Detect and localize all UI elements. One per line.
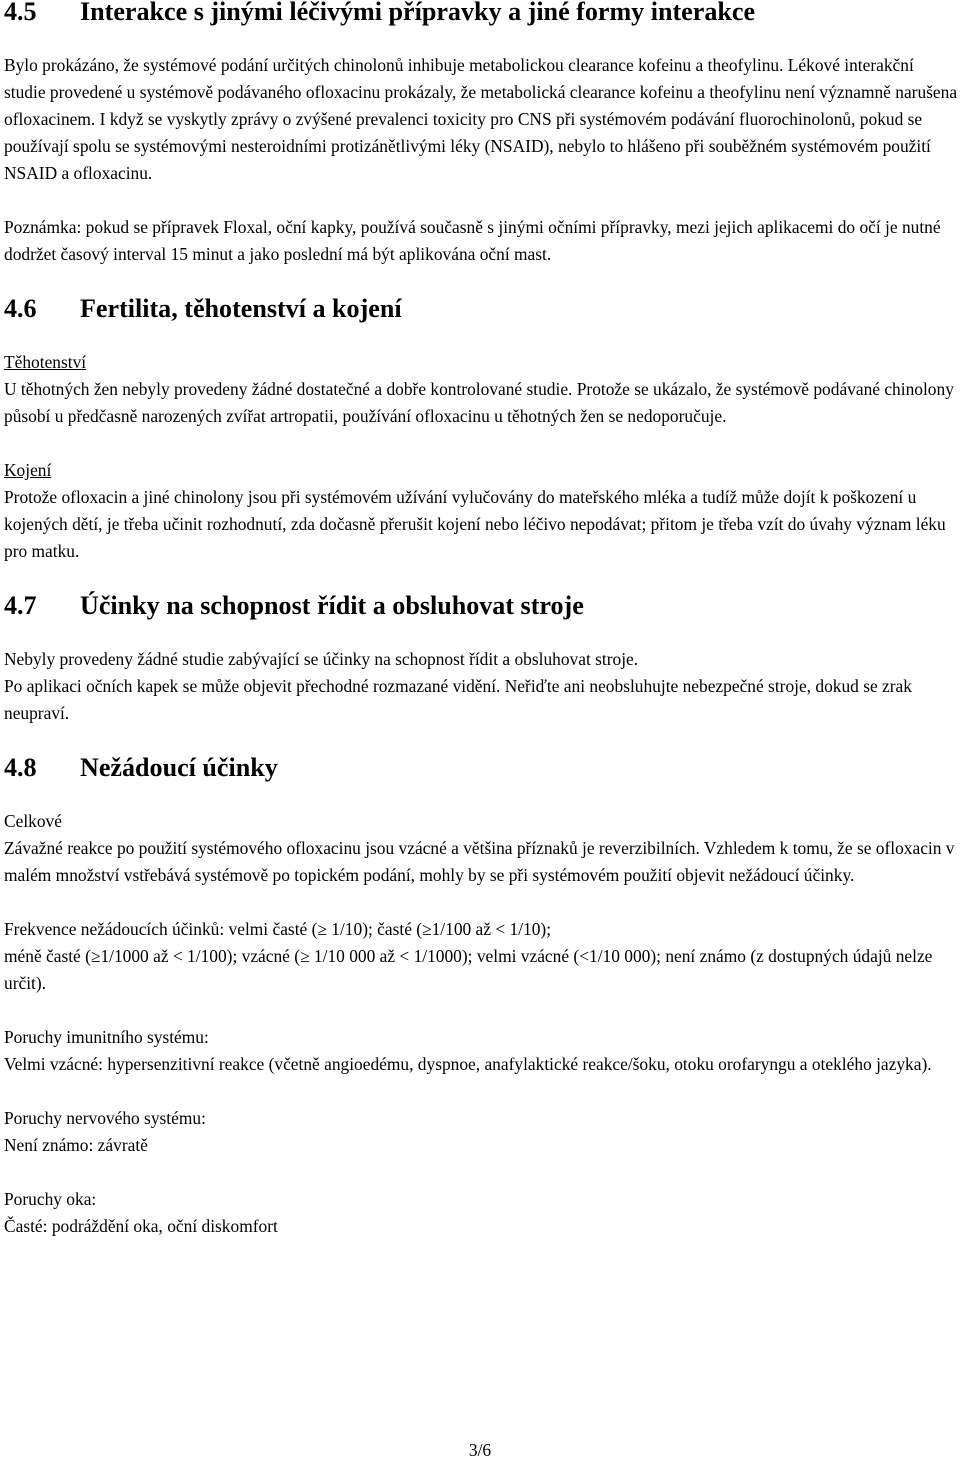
general-paragraph: Závažné reakce po použití systémového ofloxacinu jsou vzácné a většina příznaků je reverzibilních. Vzhledem k tomu, že se ofloxacin v malém množství vstřebává systémově po topickém podání, mohly by se při systémovém použití objevit nežádoucí účinky.: [4, 838, 955, 885]
pregnancy-subheading: Těhotenství: [4, 352, 87, 372]
frequency-line-2: méně časté (≥1/1000 až < 1/100); vzácné (≥ 1/10 000 až < 1/1000); velmi vzácné (<1/10 000); není známo (z dostupných údajů nelze určit).: [4, 946, 933, 993]
section-title: Fertilita, těhotenství a kojení: [80, 294, 402, 323]
section-4-7-heading: [4, 592, 959, 619]
section-4-5-heading: [4, 0, 959, 25]
document-page: [4, 0, 959, 1240]
section-4-8-heading: [4, 754, 959, 781]
immune-subheading: Poruchy imunitního systému:: [4, 1027, 209, 1047]
lactation-subheading: Kojení: [4, 460, 52, 480]
section-4-6-heading: [4, 295, 959, 322]
section-number: 4.8: [4, 753, 37, 782]
section-title: Účinky na schopnost řídit a obsluhovat stroje: [80, 591, 584, 620]
eye-paragraph: Časté: podráždění oka, oční diskomfort: [4, 1216, 278, 1236]
nervous-subheading: Poruchy nervového systému:: [4, 1108, 206, 1128]
frequency-line-1: Frekvence nežádoucích účinků: velmi časté (≥ 1/10); časté (≥1/100 až < 1/10);: [4, 919, 552, 939]
section-number: 4.6: [4, 294, 37, 323]
section-number: 4.7: [4, 591, 37, 620]
section-title: Interakce s jinými léčivými přípravky a jiné formy interakce: [80, 0, 756, 26]
immune-paragraph: Velmi vzácné: hypersenzitivní reakce (včetně angioedému, dyspnoe, anafylaktické reakce/šoku, otoku orofaryngu a oteklého jazyka).: [4, 1054, 932, 1074]
general-subheading: Celkové: [4, 811, 62, 831]
driving-paragraph-1: Nebyly provedeny žádné studie zabývající se účinky na schopnost řídit a obsluhovat stroje.: [4, 649, 639, 669]
section-number: 4.5: [4, 0, 37, 26]
eye-subheading: Poruchy oka:: [4, 1189, 97, 1209]
page-number: 3/6: [468, 1440, 492, 1460]
driving-paragraph-2: Po aplikaci očních kapek se může objevit přechodné rozmazané vidění. Neřiďte ani neobsluhujte nebezpečné stroje, dokud se zrak neupraví.: [4, 676, 912, 723]
note-paragraph: Poznámka: pokud se přípravek Floxal, oční kapky, používá současně s jinými očními přípravky, mezi jejich aplikacemi do očí je nutné dodržet časový interval 15 minut a jako poslední má být aplikována oční mast.: [4, 217, 941, 264]
nervous-paragraph: Není známo: závratě: [4, 1135, 148, 1155]
interactions-paragraph: Bylo prokázáno, že systémové podání určitých chinolonů inhibuje metabolickou clearance kofeinu a theofylinu. Lékové interakční studie provedené u systémově podávaného ofloxacinu prokázaly, že metabolická clearance kofeinu a theofylinu není významně narušena ofloxacinem. I když se vyskytly zprávy o zvýšené prevalenci toxicity pro CNS při systémovém podávání fluorochinolonů, pokud se používají spolu se systémovými nesteroidními protizánětlivými léky (NSAID), nebylo to hlášeno při souběžném systémovém použití NSAID a ofloxacinu.: [4, 55, 958, 183]
section-title: Nežádoucí účinky: [80, 753, 278, 782]
lactation-paragraph: Protože ofloxacin a jiné chinolony jsou při systémovém užívání vylučovány do mateřského mléka a tudíž může dojít k poškození u kojených dětí, je třeba učinit rozhodnutí, zda dočasně přerušit kojení nebo léčivo nepodávat; přitom je třeba vzít do úvahy význam léku pro matku.: [4, 487, 946, 561]
pregnancy-paragraph: U těhotných žen nebyly provedeny žádné dostatečné a dobře kontrolované studie. Protože se ukázalo, že systémově podávané chinolony působí u předčasně narozených zvířat artropatii, používání ofloxacinu u těhotných žen se nedoporučuje.: [4, 379, 954, 426]
